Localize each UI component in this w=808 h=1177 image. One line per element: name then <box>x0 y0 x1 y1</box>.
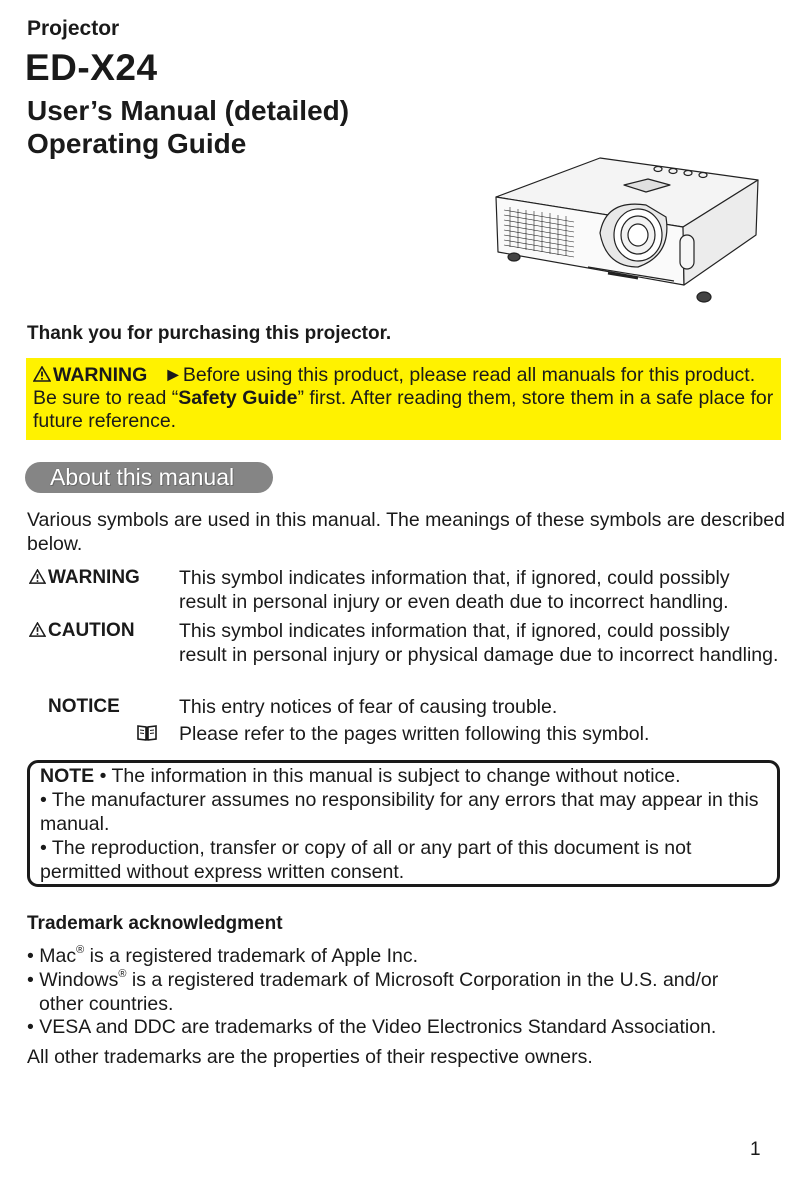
warning-triangle-icon <box>29 622 46 637</box>
trademark-footer: All other trademarks are the properties of their respective owners. <box>27 1046 593 1068</box>
book-icon <box>136 724 158 741</box>
symbol-caution-label <box>29 620 135 642</box>
thank-you-text: Thank you for purchasing this projector. <box>27 323 392 344</box>
warning-label-text: WARNING <box>53 364 148 386</box>
document-kicker: Projector <box>27 17 120 40</box>
tm-win-pre: • Windows <box>27 969 119 991</box>
title-line-2: Operating Guide <box>27 128 247 159</box>
warning-text-post: ” first. After reading them, store them in a safe place for future reference. <box>33 387 774 432</box>
note-label: NOTE <box>40 765 95 787</box>
tm-win-post: is a registered trademark of Microsoft Corporation in the U.S. and/or <box>126 969 719 991</box>
symbol-warning-text: WARNING <box>48 567 140 588</box>
warning-box <box>26 358 781 440</box>
trademark-vesa: • VESA and DDC are trademarks of the Video Electronics Standard Association. <box>27 1016 717 1038</box>
symbol-caution-desc: This symbol indicates information that, if ignored, could possibly result in personal injury or physical damage due to incorrect handling. <box>179 620 779 666</box>
symbol-notice-desc: This entry notices of fear of causing trouble. <box>179 696 558 718</box>
warning-label <box>33 364 147 386</box>
note-item-2: • The manufacturer assumes no responsibility for any errors that may appear in this manual. <box>40 789 759 835</box>
document-title <box>27 94 349 160</box>
section-heading: About this manual <box>25 462 273 493</box>
title-line-1: User’s Manual (detailed) <box>27 95 350 126</box>
symbol-book-desc: Please refer to the pages written following this symbol. <box>179 723 650 745</box>
trademark-heading: Trademark acknowledgment <box>27 913 283 934</box>
warning-text-pre: ►Before using this product, please read all manuals for this product. Be sure to read “ <box>33 364 756 409</box>
tm-mac-pre: • Mac <box>27 945 77 967</box>
symbol-notice-label: NOTICE <box>48 696 120 717</box>
trademark-windows <box>27 968 787 1016</box>
note-box <box>27 760 780 887</box>
registered-mark: ® <box>118 968 127 980</box>
trademark-mac <box>27 944 787 968</box>
safety-guide-ref: Safety Guide <box>178 387 298 409</box>
note-item-1: • The information in this manual is subject to change without notice. <box>99 765 681 787</box>
intro-paragraph: Various symbols are used in this manual. The meanings of these symbols are described below. <box>27 509 785 555</box>
warning-triangle-icon <box>29 569 46 584</box>
projector-illustration <box>488 155 760 305</box>
symbol-warning-desc: This symbol indicates information that, if ignored, could possibly result in personal injury or even death due to incorrect handling. <box>179 567 730 613</box>
note-item-3: • The reproduction, transfer or copy of all or any part of this document is not permitted without express written consent. <box>40 837 692 883</box>
page-number: 1 <box>750 1139 761 1160</box>
tm-mac-post: is a registered trademark of Apple Inc. <box>84 945 419 967</box>
registered-mark: ® <box>76 944 85 956</box>
model-name: ED-X24 <box>25 47 158 88</box>
warning-triangle-icon <box>33 366 51 382</box>
symbol-caution-text: CAUTION <box>48 620 135 641</box>
tm-win-cont: other countries. <box>39 993 174 1015</box>
symbol-warning-label <box>29 567 140 589</box>
